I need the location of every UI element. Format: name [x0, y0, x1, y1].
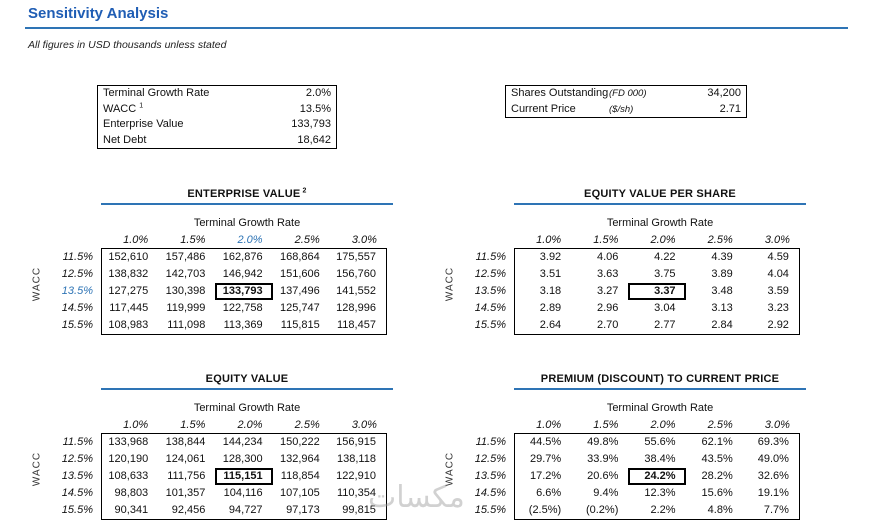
value-cell: 142,703	[165, 268, 206, 280]
corner-cell	[462, 417, 514, 434]
col-header: 1.0%	[101, 232, 158, 249]
table-title-rule	[514, 203, 806, 205]
value-cell: 29.7%	[514, 451, 571, 468]
wacc-axis-label: WACC	[31, 451, 43, 486]
assumption-label: Current Price	[511, 102, 576, 115]
value-cell: 156,760	[330, 266, 387, 283]
sensitivity-table-equity-value-per-share	[438, 188, 806, 335]
value-cell: 111,756	[167, 470, 206, 482]
value-cell: 133,968	[101, 434, 158, 451]
assumptions-table-valuation	[97, 85, 337, 149]
sensitivity-table-premium-discount-to-current-price	[438, 373, 806, 520]
value-cell: 150,222	[279, 436, 320, 448]
col-header: 3.0%	[743, 232, 800, 249]
col-header: 2.5%	[686, 417, 743, 434]
value-cell: 49.8%	[587, 436, 619, 448]
sensitivity-table-equity-value	[25, 373, 393, 520]
value-cell: 4.04	[743, 266, 800, 283]
wacc-axis-label: WACC	[444, 266, 456, 301]
value-cell: 6.6%	[514, 485, 571, 502]
value-cell: 38.4%	[644, 453, 676, 465]
value-cell: 104,116	[223, 487, 263, 499]
value-cell: 117,445	[101, 300, 158, 317]
value-cell: 2.77	[628, 317, 685, 335]
value-cell: 3.75	[654, 268, 676, 280]
value-cell: 120,190	[101, 451, 158, 468]
col-header: 2.5%	[273, 417, 330, 434]
table-grid-wrap	[438, 232, 806, 335]
value-cell: 3.48	[711, 285, 733, 297]
value-cell: 2.2%	[628, 502, 685, 520]
row-header: 15.5%	[61, 504, 93, 516]
row-header: 13.5%	[474, 285, 506, 297]
table-grid-wrap	[25, 232, 393, 335]
value-cell: 175,557	[330, 249, 387, 266]
value-cell: 3.89	[711, 268, 733, 280]
table-title: EQUITY VALUE	[205, 373, 289, 385]
value-cell: 168,864	[279, 251, 320, 263]
value-cell: 122,910	[330, 468, 387, 485]
row-header: 15.5%	[474, 319, 506, 331]
value-cell: 15.6%	[701, 487, 733, 499]
value-cell: 118,854	[280, 470, 320, 482]
value-cell: 2.70	[571, 317, 628, 335]
watermark: مكسات	[368, 481, 465, 514]
value-cell: 12.3%	[644, 487, 676, 499]
value-cell: 2.92	[743, 317, 800, 335]
value-cell: 122,758	[222, 302, 263, 314]
row-header: 11.5%	[475, 436, 506, 448]
sensitivity-grid	[462, 417, 806, 520]
value-cell: 44.5%	[514, 434, 571, 451]
assumption-row	[506, 102, 746, 118]
corner-cell	[49, 232, 101, 249]
col-header: 2.5%	[273, 232, 330, 249]
value-cell: 110,354	[330, 485, 387, 502]
value-cell: 3.27	[596, 285, 619, 297]
wacc-axis-label: WACC	[444, 451, 456, 486]
col-header: 2.0%	[215, 417, 272, 434]
col-header: 1.5%	[571, 232, 628, 249]
assumption-row	[98, 117, 336, 133]
col-header: 1.5%	[158, 417, 215, 434]
value-cell: 115,151	[215, 468, 272, 485]
row-header: 14.5%	[474, 487, 506, 499]
assumption-value: 13.5%	[299, 102, 331, 115]
value-cell: 138,118	[330, 451, 387, 468]
value-cell: 7.7%	[743, 502, 800, 520]
value-cell: (0.2%)	[571, 502, 628, 520]
col-header: 1.0%	[514, 417, 571, 434]
value-cell: 2.84	[686, 317, 743, 335]
value-cell: 98,803	[101, 485, 158, 502]
row-header: 13.5%	[61, 285, 93, 297]
table-title: ENTERPRISE VALUE $^2$	[187, 187, 307, 200]
sensitivity-table-enterprise-value	[25, 188, 393, 335]
row-header: 11.5%	[62, 251, 93, 263]
row-header: 13.5%	[61, 470, 93, 482]
value-cell: 162,876	[222, 251, 263, 263]
table-title-block	[101, 188, 393, 205]
table-title-rule	[101, 203, 393, 205]
value-cell: 2.96	[596, 302, 619, 314]
value-cell: 2.89	[514, 300, 571, 317]
value-cell: 4.22	[654, 251, 676, 263]
value-cell: 90,341	[101, 502, 158, 520]
value-cell: 49.0%	[743, 451, 800, 468]
assumption-value: 34,200	[707, 87, 741, 99]
value-cell: 156,915	[330, 434, 387, 451]
sensitivity-grid	[462, 232, 806, 335]
value-cell: 3.63	[596, 268, 619, 280]
value-cell: (2.5%)	[514, 502, 571, 520]
col-header: 1.0%	[514, 232, 571, 249]
value-cell: 4.39	[711, 251, 733, 263]
value-cell: 4.59	[743, 249, 800, 266]
axis-title: Terminal Growth Rate	[193, 402, 301, 414]
value-cell: 97,173	[273, 502, 330, 520]
assumption-value: 18,642	[297, 133, 331, 146]
row-header: 12.5%	[61, 453, 93, 465]
row-header: 14.5%	[61, 302, 93, 314]
value-cell: 3.37	[628, 283, 685, 300]
value-cell: 132,964	[279, 453, 320, 465]
value-cell: 124,061	[165, 453, 206, 465]
table-title-block	[101, 373, 393, 390]
assumption-value: 133,793	[291, 118, 331, 130]
corner-cell	[462, 232, 514, 249]
value-cell: 17.2%	[514, 468, 571, 485]
value-cell: 151,606	[279, 268, 320, 280]
value-cell: 119,999	[166, 302, 206, 314]
value-cell: 113,369	[215, 317, 272, 335]
col-header: 3.0%	[330, 417, 387, 434]
wacc-axis-label: WACC	[31, 266, 43, 301]
row-header: 15.5%	[474, 504, 506, 516]
row-header: 12.5%	[61, 268, 93, 280]
value-cell: 94,727	[215, 502, 272, 520]
value-cell: 125,747	[279, 302, 320, 314]
col-header: 1.0%	[101, 417, 158, 434]
value-cell: 55.6%	[644, 436, 676, 448]
footnote-marker: 1	[139, 101, 144, 109]
table-title-block	[514, 373, 806, 390]
col-header: 1.5%	[571, 417, 628, 434]
value-cell: 144,234	[222, 436, 263, 448]
value-cell: 4.06	[596, 251, 619, 263]
col-header: 3.0%	[743, 417, 800, 434]
row-header: 12.5%	[474, 453, 506, 465]
value-cell: 4.8%	[686, 502, 743, 520]
col-header: 2.0%	[628, 232, 685, 249]
value-cell: 20.6%	[587, 470, 619, 482]
col-header: 1.5%	[158, 232, 215, 249]
assumption-label: Terminal Growth Rate	[103, 87, 210, 99]
value-cell: 128,996	[330, 300, 387, 317]
col-header: 3.0%	[330, 232, 387, 249]
value-cell: 128,300	[222, 453, 263, 465]
assumption-label	[103, 102, 261, 118]
sensitivity-grid	[49, 232, 393, 335]
value-cell: 43.5%	[701, 453, 733, 465]
axis-title: Terminal Growth Rate	[193, 217, 301, 229]
assumption-label: Enterprise Value	[103, 118, 184, 130]
assumption-row	[98, 102, 336, 118]
assumption-unit-note: ($/sh)	[609, 103, 634, 115]
col-header: 2.0%	[215, 232, 272, 249]
value-cell: 3.13	[711, 302, 733, 314]
units-note: All figures in USD thousands unless stated	[28, 39, 227, 51]
value-cell: 146,942	[222, 268, 263, 280]
table-title: EQUITY VALUE PER SHARE	[584, 188, 736, 200]
table-grid-wrap	[438, 417, 806, 520]
assumption-row	[506, 86, 746, 102]
table-title-rule	[514, 388, 806, 390]
value-cell: 92,456	[158, 502, 215, 520]
value-cell: 62.1%	[701, 436, 733, 448]
value-cell: 19.1%	[743, 485, 800, 502]
corner-cell	[49, 417, 101, 434]
value-cell: 108,633	[101, 468, 158, 485]
value-cell: 137,496	[279, 285, 320, 297]
value-cell: 141,552	[330, 283, 387, 300]
axis-title: Terminal Growth Rate	[606, 402, 714, 414]
value-cell: 107,105	[279, 487, 320, 499]
value-cell: 2.64	[514, 317, 571, 335]
col-header: 2.5%	[686, 232, 743, 249]
row-header: 15.5%	[61, 319, 93, 331]
assumption-label: Net Debt	[103, 133, 147, 146]
value-cell: 69.3%	[743, 434, 800, 451]
assumptions-table-shares	[505, 85, 747, 118]
value-cell: 130,398	[165, 285, 206, 297]
row-header: 13.5%	[474, 470, 506, 482]
assumption-row	[98, 133, 336, 149]
col-header: 2.0%	[628, 417, 685, 434]
value-cell: 3.04	[654, 302, 676, 314]
table-title: PREMIUM (DISCOUNT) TO CURRENT PRICE	[540, 373, 780, 385]
value-cell: 33.9%	[587, 453, 619, 465]
value-cell: 99,815	[330, 502, 387, 520]
table-title-block	[514, 188, 806, 205]
tables-grid	[25, 188, 848, 520]
value-cell: 24.2%	[628, 468, 685, 485]
value-cell: 138,832	[101, 266, 158, 283]
value-cell: 9.4%	[593, 487, 619, 499]
value-cell: 28.2%	[701, 470, 733, 482]
value-cell: 3.51	[514, 266, 571, 283]
assumption-value: 2.71	[719, 102, 741, 115]
row-header: 11.5%	[62, 436, 93, 448]
assumption-label-text: WACC	[103, 102, 137, 115]
value-cell: 3.92	[514, 249, 571, 266]
footnote-marker: 2	[300, 187, 307, 195]
row-header: 12.5%	[474, 268, 506, 280]
value-cell: 3.18	[514, 283, 571, 300]
assumption-unit-note: (FD 000)	[609, 88, 647, 99]
table-grid-wrap	[25, 417, 393, 520]
header-rule	[25, 27, 848, 29]
sensitivity-grid	[49, 417, 393, 520]
value-cell: 101,357	[165, 487, 206, 499]
value-cell: 3.23	[743, 300, 800, 317]
row-header: 14.5%	[61, 487, 93, 499]
value-cell: 3.59	[743, 283, 800, 300]
axis-title: Terminal Growth Rate	[606, 217, 714, 229]
assumption-value: 2.0%	[305, 87, 331, 99]
value-cell: 138,844	[165, 436, 206, 448]
page-title: Sensitivity Analysis	[28, 5, 169, 22]
value-cell: 111,098	[158, 317, 215, 335]
value-cell: 152,610	[101, 249, 158, 266]
table-title-rule	[101, 388, 393, 390]
value-cell: 115,815	[273, 317, 330, 335]
value-cell: 157,486	[165, 251, 206, 263]
value-cell: 108,983	[101, 317, 158, 335]
assumption-label: Shares Outstanding	[511, 87, 609, 99]
value-cell: 118,457	[330, 317, 387, 335]
value-cell: 32.6%	[743, 468, 800, 485]
row-header: 11.5%	[475, 251, 506, 263]
row-header: 14.5%	[474, 302, 506, 314]
assumption-row	[98, 86, 336, 102]
value-cell: 127,275	[101, 283, 158, 300]
value-cell: 133,793	[215, 283, 272, 300]
